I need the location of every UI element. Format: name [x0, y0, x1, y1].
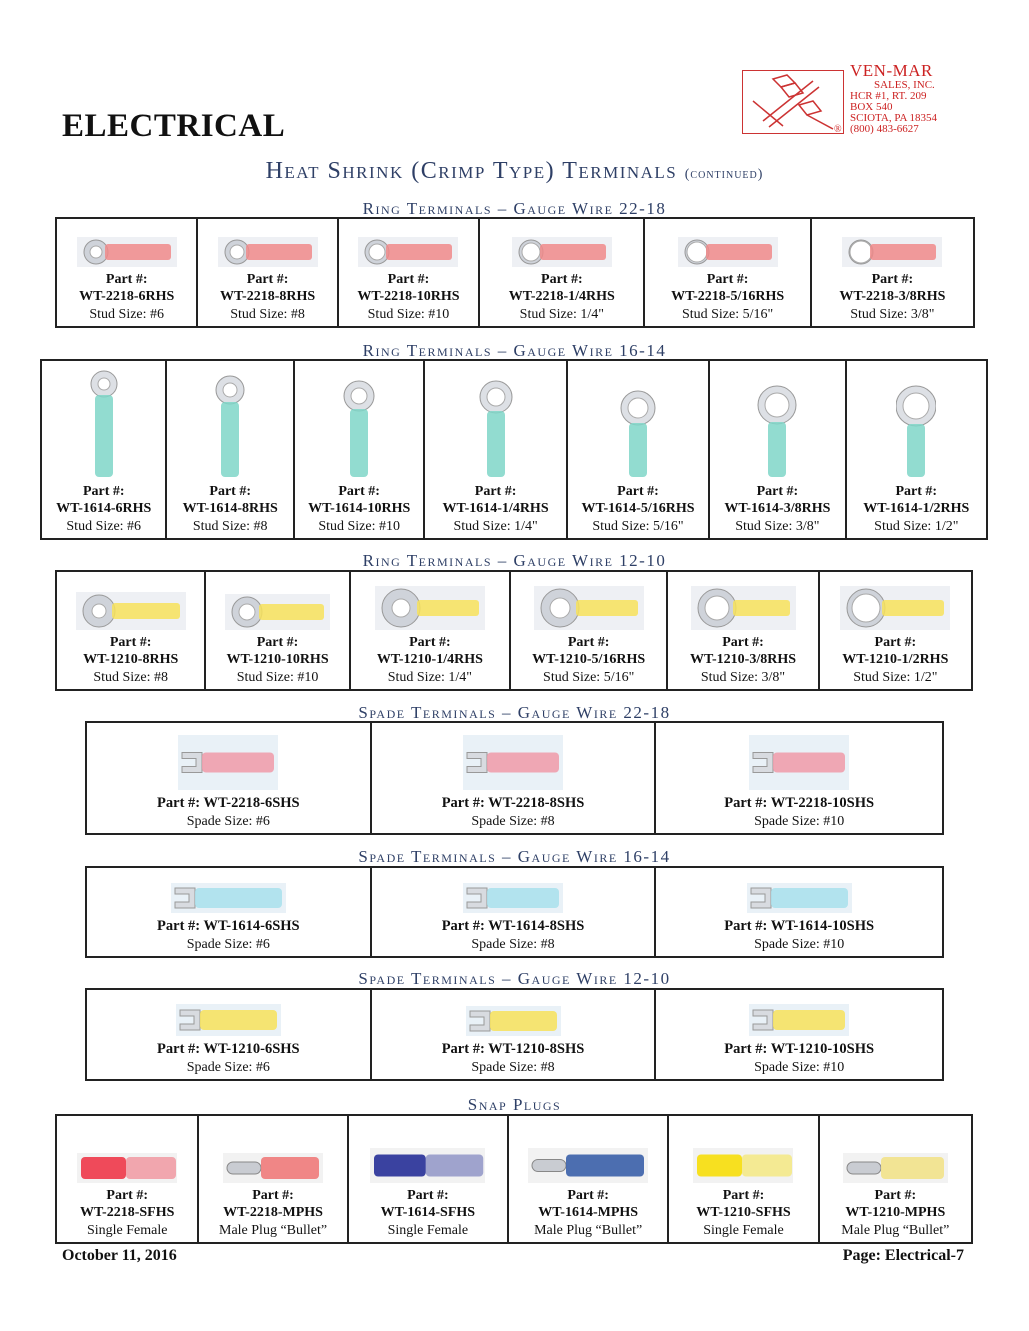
spade-terminal-image — [466, 1006, 561, 1036]
spade-terminal-image — [463, 883, 563, 913]
size-label: Stud Size: 1/4" — [519, 307, 604, 322]
footer-date: October 11, 2016 — [62, 1247, 177, 1264]
size-label: Single Female — [703, 1223, 784, 1238]
company-name: VEN-MAR — [850, 61, 933, 80]
size-label: Spade Size: #10 — [754, 814, 845, 829]
product-cell — [480, 219, 645, 326]
part-label: Part #: — [756, 484, 799, 499]
product-cell — [87, 723, 372, 833]
product-cell — [167, 361, 294, 538]
part-number: WT-2218-8RHS — [220, 289, 316, 304]
product-cell — [57, 1116, 199, 1242]
part-label: Part #: — [617, 484, 659, 499]
ring-terminal-image — [896, 384, 936, 479]
section-title: Ring Terminals – Gauge Wire 22-18 — [362, 199, 667, 218]
size-label: Single Female — [387, 1223, 469, 1238]
product-cell — [42, 361, 167, 538]
ring-terminal-image — [210, 374, 250, 479]
part-label: Part #: — [109, 635, 152, 650]
size-label: Stud Size: #10 — [236, 670, 319, 685]
part-number: WT-1614-5/16RHS — [581, 501, 695, 516]
ring-terminal-image — [840, 586, 950, 630]
part-label: Part #: — [82, 484, 125, 499]
male-plug-image — [843, 1153, 948, 1183]
company-logo — [742, 70, 844, 134]
part-number: WT-2218-MPHS — [223, 1205, 323, 1220]
size-label: Stud Size: 5/16" — [592, 519, 684, 534]
size-label: Male Plug “Bullet” — [534, 1223, 643, 1238]
size-label: Spade Size: #6 — [186, 937, 270, 952]
part-label: Part #: — [246, 272, 289, 287]
part-number: WT-1614-SFHS — [380, 1205, 476, 1220]
part-number: WT-2218-1/4RHS — [508, 289, 615, 304]
product-cell — [351, 572, 511, 689]
section-title: Spade Terminals – Gauge Wire 12-10 — [358, 969, 671, 988]
male-plug-image — [223, 1153, 323, 1183]
section-title: Spade Terminals – Gauge Wire 16-14 — [358, 847, 671, 866]
size-label: Single Female — [86, 1223, 168, 1238]
size-label: Stud Size: #10 — [318, 519, 400, 534]
part-number: WT-1210-3/8RHS — [689, 652, 797, 667]
female-plug-image — [693, 1148, 793, 1183]
product-cell — [509, 1116, 669, 1242]
part-number: WT-2218-SFHS — [79, 1205, 175, 1220]
spade-16-14-table — [85, 866, 944, 958]
part-label: Part #: — [409, 635, 451, 650]
part-label: Part #: — [252, 1188, 294, 1203]
part-number: Part #: WT-1614-8SHS — [441, 918, 585, 934]
section-title: Spade Terminals – Gauge Wire 22-18 — [358, 703, 671, 722]
part-number: WT-1614-6RHS — [56, 501, 152, 516]
part-number: WT-2218-6RHS — [79, 289, 175, 304]
product-cell — [372, 990, 657, 1079]
product-cell — [669, 1116, 819, 1242]
part-number: WT-1614-8RHS — [182, 501, 278, 516]
male-plug-image — [528, 1148, 648, 1183]
size-label: Stud Size: #8 — [230, 307, 305, 322]
ring-22-18-table — [55, 217, 975, 328]
part-label: Part #: — [474, 484, 517, 499]
ring-terminal-image — [678, 237, 778, 267]
product-cell — [568, 361, 710, 538]
part-number: WT-1210-SFHS — [696, 1205, 791, 1220]
part-label: Part #: — [567, 635, 610, 650]
product-cell — [656, 868, 942, 956]
part-number: WT-2218-10RHS — [357, 289, 460, 304]
part-number: WT-1210-8RHS — [83, 652, 179, 667]
part-label: Part #: — [106, 1188, 148, 1203]
footer-page: Page: Electrical-7 — [842, 1247, 964, 1264]
size-label: Spade Size: #6 — [186, 814, 270, 829]
part-number: Part #: WT-2218-8SHS — [441, 795, 585, 811]
spade-terminal-image — [749, 735, 849, 790]
ring-terminal-image — [618, 389, 658, 479]
product-cell — [87, 990, 372, 1079]
part-label: Part #: — [387, 272, 430, 287]
part-label: Part #: — [567, 1188, 609, 1203]
ring-terminal-image — [842, 237, 942, 267]
company-line1: SALES, INC. — [874, 79, 935, 91]
ring-12-10-table — [55, 570, 973, 691]
ring-terminal-image — [512, 237, 612, 267]
part-number: Part #: WT-1614-10SHS — [724, 918, 875, 934]
part-label: Part #: — [722, 1188, 765, 1203]
size-label: Stud Size: 1/4" — [453, 519, 538, 534]
size-label: Stud Size: 1/2" — [853, 670, 938, 685]
ring-terminal-image — [218, 237, 318, 267]
product-cell — [656, 990, 942, 1079]
size-label: Spade Size: #10 — [754, 937, 845, 952]
part-label: Part #: — [338, 484, 380, 499]
size-label: Spade Size: #8 — [471, 1060, 555, 1075]
size-label: Stud Size: 5/16" — [681, 307, 774, 322]
spade-terminal-image — [747, 883, 852, 913]
company-line4: SCIOTA, PA 18354 — [850, 112, 938, 124]
size-label: Stud Size: 1/2" — [874, 519, 959, 534]
ring-terminal-image — [476, 379, 516, 479]
part-label: Part #: — [871, 272, 914, 287]
size-label: Spade Size: #8 — [471, 814, 555, 829]
part-label: Part #: — [874, 635, 917, 650]
section-title: Ring Terminals – Gauge Wire 12-10 — [362, 551, 667, 570]
size-label: Stud Size: #10 — [367, 307, 450, 322]
spade-terminal-image — [176, 1004, 281, 1036]
part-number: Part #: WT-1614-6SHS — [157, 918, 300, 934]
product-cell — [847, 361, 986, 538]
size-label: Spade Size: #6 — [186, 1060, 270, 1075]
ring-terminal-image — [757, 384, 797, 479]
size-label: Stud Size: #8 — [93, 670, 168, 685]
product-cell — [349, 1116, 509, 1242]
registered-mark-icon: ® — [834, 124, 842, 135]
spade-terminal-image — [178, 735, 278, 790]
company-line3: BOX 540 — [850, 101, 893, 113]
part-label: Part #: — [256, 635, 299, 650]
product-cell — [199, 1116, 348, 1242]
bolt-logo-icon — [743, 71, 843, 133]
ring-terminal-image — [76, 592, 186, 630]
product-cell — [295, 361, 425, 538]
product-cell — [710, 361, 846, 538]
part-number: WT-1614-1/4RHS — [442, 501, 549, 516]
product-cell — [372, 868, 657, 956]
part-number: WT-1614-MPHS — [538, 1205, 639, 1220]
part-number: Part #: WT-2218-6SHS — [157, 795, 300, 811]
product-cell — [645, 219, 811, 326]
spade-terminal-image — [171, 883, 286, 913]
continued-note: (continued) — [684, 167, 764, 182]
ring-terminal-image — [358, 237, 458, 267]
size-label: Male Plug “Bullet” — [841, 1223, 950, 1238]
ring-terminal-image — [84, 369, 124, 479]
size-label: Stud Size: 5/16" — [543, 670, 635, 685]
ring-16-14-table — [40, 359, 988, 540]
part-label: Part #: — [706, 272, 749, 287]
spade-12-10-table — [85, 988, 944, 1081]
female-plug-image — [77, 1153, 177, 1183]
product-cell — [87, 868, 372, 956]
product-cell — [57, 572, 206, 689]
part-label: Part #: — [105, 272, 148, 287]
size-label: Stud Size: 1/4" — [387, 670, 472, 685]
size-label: Stud Size: #6 — [66, 519, 142, 534]
part-label: Part #: — [874, 1188, 917, 1203]
part-number: Part #: WT-1210-6SHS — [157, 1041, 300, 1057]
product-cell — [425, 361, 567, 538]
part-number: WT-2218-3/8RHS — [839, 289, 946, 304]
ring-terminal-image — [691, 586, 796, 630]
ring-terminal-image — [339, 379, 379, 479]
page-title: ELECTRICAL — [62, 108, 286, 144]
spade-terminal-image — [463, 735, 563, 790]
part-label: Part #: — [895, 484, 938, 499]
part-label: Part #: — [407, 1188, 449, 1203]
part-number: WT-1614-3/8RHS — [724, 501, 831, 516]
size-label: Stud Size: 3/8" — [850, 307, 935, 322]
main-heading-text: Heat Shrink (Crimp Type) Terminals — [265, 158, 678, 184]
part-label: Part #: — [722, 635, 764, 650]
part-number: WT-1614-1/2RHS — [863, 501, 970, 516]
size-label: Stud Size: #8 — [192, 519, 268, 534]
size-label: Stud Size: 3/8" — [700, 670, 786, 685]
product-cell — [820, 1116, 971, 1242]
part-number: Part #: WT-1210-10SHS — [724, 1041, 875, 1057]
part-number: WT-1210-10RHS — [226, 652, 329, 667]
size-label: Stud Size: #6 — [89, 307, 165, 322]
size-label: Spade Size: #10 — [754, 1060, 845, 1075]
ring-terminal-image — [225, 594, 330, 630]
company-line2: HCR #1, RT. 209 — [850, 90, 927, 102]
size-label: Stud Size: 3/8" — [735, 519, 820, 534]
product-cell — [206, 572, 350, 689]
product-cell — [372, 723, 657, 833]
part-label: Part #: — [209, 484, 251, 499]
spade-22-18-table — [85, 721, 944, 835]
part-number: Part #: WT-1210-8SHS — [441, 1041, 585, 1057]
part-number: WT-1210-5/16RHS — [532, 652, 646, 667]
product-cell — [339, 219, 480, 326]
part-number: WT-1210-1/2RHS — [842, 652, 949, 667]
product-cell — [57, 219, 198, 326]
female-plug-image — [370, 1148, 485, 1183]
product-cell — [198, 219, 338, 326]
ring-terminal-image — [77, 237, 177, 267]
product-cell — [820, 572, 971, 689]
part-number: WT-1210-1/4RHS — [376, 652, 483, 667]
section-title: Ring Terminals – Gauge Wire 16-14 — [362, 341, 667, 360]
company-line5: (800) 483-6627 — [850, 123, 919, 135]
main-heading — [0, 158, 1029, 185]
part-label: Part #: — [541, 272, 583, 287]
ring-terminal-image — [375, 586, 485, 630]
part-number: WT-1210-MPHS — [845, 1205, 946, 1220]
spade-terminal-image — [749, 1004, 849, 1036]
product-cell — [668, 572, 819, 689]
product-cell — [812, 219, 973, 326]
part-number: WT-1614-10RHS — [308, 501, 411, 516]
size-label: Spade Size: #8 — [471, 937, 555, 952]
snap-plugs-table — [55, 1114, 973, 1244]
company-address — [850, 62, 937, 135]
part-number: Part #: WT-2218-10SHS — [724, 795, 875, 811]
product-cell — [656, 723, 942, 833]
part-number: WT-2218-5/16RHS — [671, 289, 785, 304]
size-label: Male Plug “Bullet” — [219, 1223, 328, 1238]
product-cell — [511, 572, 668, 689]
section-title: Snap Plugs — [467, 1095, 562, 1114]
ring-terminal-image — [534, 586, 644, 630]
